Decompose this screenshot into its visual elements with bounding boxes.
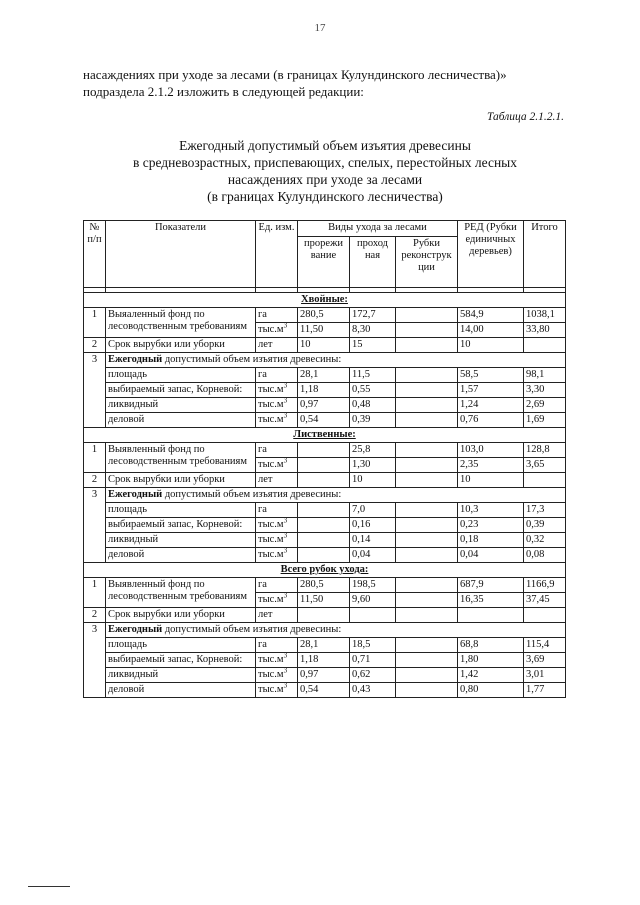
- table-row: [84, 308, 566, 323]
- value-cell: 0,62: [350, 668, 396, 683]
- value-cell: 11,50: [298, 323, 350, 338]
- value-cell: 0,18: [458, 533, 524, 548]
- row-label: деловой: [106, 548, 256, 563]
- value-cell: 280,5: [298, 308, 350, 323]
- header-red: РЕД (Рубки единичных деревьев): [458, 221, 524, 288]
- header-reconstruction: Рубки реконструк ции: [396, 237, 458, 288]
- table-row: [84, 518, 566, 533]
- unit-cell: [256, 638, 298, 653]
- table-row: [84, 368, 566, 383]
- annual-heading: [106, 353, 566, 368]
- section-row: [84, 428, 566, 443]
- footnote-divider: [28, 886, 70, 887]
- value-cell: 0,80: [458, 683, 524, 698]
- value-cell: 0,23: [458, 518, 524, 533]
- value-cell: [524, 608, 566, 623]
- value-cell: [396, 473, 458, 488]
- value-cell: [298, 503, 350, 518]
- value-cell: 2,69: [524, 398, 566, 413]
- value-cell: 28,1: [298, 368, 350, 383]
- title-line-3: насаждениях при уходе за лесами: [227, 172, 423, 187]
- value-cell: 9,60: [350, 593, 396, 608]
- value-cell: 0,43: [350, 683, 396, 698]
- title-line-4: (в границах Кулундинского лесничества): [207, 189, 443, 204]
- header-total: Итого: [524, 221, 566, 288]
- header-row-1: [84, 221, 566, 237]
- row-label: Срок вырубки или уборки: [106, 473, 256, 488]
- row-label: Срок вырубки или уборки: [106, 338, 256, 353]
- unit-cell: [256, 308, 298, 323]
- value-cell: 3,65: [524, 458, 566, 473]
- value-cell: 28,1: [298, 638, 350, 653]
- row-label: площадь: [106, 638, 256, 653]
- row-label: выбираемый запас, Корневой:: [106, 518, 256, 533]
- title-line-2: в средневозрастных, приспевающих, спелых, перестойных лесных: [132, 155, 517, 170]
- unit-text: тыс.м: [258, 684, 284, 695]
- unit-cell: [256, 383, 298, 398]
- value-cell: [396, 548, 458, 563]
- value-cell: 0,76: [458, 413, 524, 428]
- value-cell: [396, 413, 458, 428]
- unit-superscript: 3: [283, 682, 288, 690]
- value-cell: 10: [298, 338, 350, 353]
- table-row: [84, 683, 566, 698]
- row-label: выбираемый запас, Корневой:: [106, 383, 256, 398]
- value-cell: [298, 518, 350, 533]
- annual-heading-bold: Ежегодный: [108, 354, 163, 365]
- row-label: Выявленный фонд по лесоводственным требованиям: [106, 578, 256, 608]
- value-cell: [298, 533, 350, 548]
- intro-text: [83, 66, 583, 100]
- value-cell: 0,97: [298, 398, 350, 413]
- unit-cell: [256, 398, 298, 413]
- row-number: 1: [84, 578, 106, 608]
- value-cell: 1,18: [298, 653, 350, 668]
- value-cell: 0,16: [350, 518, 396, 533]
- value-cell: 0,14: [350, 533, 396, 548]
- value-cell: 0,39: [350, 413, 396, 428]
- unit-superscript: 3: [283, 322, 288, 330]
- annual-heading-rest: допустимый объем изъятия древесины:: [164, 489, 342, 500]
- value-cell: 3,30: [524, 383, 566, 398]
- value-cell: 11,50: [298, 593, 350, 608]
- table-row: [84, 638, 566, 653]
- value-cell: 58,5: [458, 368, 524, 383]
- table-row: [84, 443, 566, 458]
- value-cell: 10: [350, 473, 396, 488]
- value-cell: [396, 308, 458, 323]
- value-cell: 687,9: [458, 578, 524, 593]
- value-cell: 0,32: [524, 533, 566, 548]
- row-number: 2: [84, 473, 106, 488]
- value-cell: 0,48: [350, 398, 396, 413]
- row-label: выбираемый запас, Корневой:: [106, 653, 256, 668]
- unit-cell: [256, 338, 298, 353]
- page-number: 17: [314, 22, 326, 34]
- value-cell: 3,69: [524, 653, 566, 668]
- row-number: 2: [84, 338, 106, 353]
- unit-cell: [256, 458, 298, 473]
- header-care-types: Виды ухода за лесами: [298, 221, 458, 237]
- intro-line-2: подраздела 2.1.2 изложить в следующей редакции:: [83, 84, 364, 99]
- unit-superscript: 3: [283, 667, 288, 675]
- value-cell: 1166,9: [524, 578, 566, 593]
- value-cell: 0,54: [298, 683, 350, 698]
- table-row: [84, 623, 566, 638]
- unit-superscript: 3: [283, 397, 288, 405]
- unit-cell: [256, 533, 298, 548]
- unit-superscript: 3: [283, 652, 288, 660]
- value-cell: 198,5: [350, 578, 396, 593]
- value-cell: 128,8: [524, 443, 566, 458]
- value-cell: [396, 503, 458, 518]
- unit-cell: [256, 653, 298, 668]
- header-indicators: Показатели: [106, 221, 256, 288]
- value-cell: 103,0: [458, 443, 524, 458]
- value-cell: [524, 338, 566, 353]
- value-cell: 7,0: [350, 503, 396, 518]
- value-cell: 1,77: [524, 683, 566, 698]
- value-cell: 1,24: [458, 398, 524, 413]
- table-row: [84, 668, 566, 683]
- value-cell: [396, 638, 458, 653]
- row-label: деловой: [106, 413, 256, 428]
- unit-text: тыс.м: [258, 654, 284, 665]
- section-row: [84, 293, 566, 308]
- value-cell: 98,1: [524, 368, 566, 383]
- value-cell: [396, 383, 458, 398]
- row-label: ликвидный: [106, 668, 256, 683]
- value-cell: 8,30: [350, 323, 396, 338]
- annual-heading-rest: допустимый объем изъятия древесины:: [164, 354, 342, 365]
- table-body: [84, 288, 566, 698]
- unit-text: тыс.м: [258, 399, 284, 410]
- value-cell: [396, 683, 458, 698]
- value-cell: 280,5: [298, 578, 350, 593]
- table-row: [84, 398, 566, 413]
- value-cell: 10,3: [458, 503, 524, 518]
- table-row: [84, 608, 566, 623]
- row-label: ликвидный: [106, 533, 256, 548]
- unit-cell: [256, 608, 298, 623]
- unit-text: лет: [258, 609, 273, 620]
- unit-text: тыс.м: [258, 594, 284, 605]
- value-cell: 2,35: [458, 458, 524, 473]
- unit-text: га: [258, 444, 267, 455]
- felling-volume-table: [83, 220, 566, 698]
- value-cell: 0,71: [350, 653, 396, 668]
- value-cell: 10: [458, 338, 524, 353]
- value-cell: 0,04: [458, 548, 524, 563]
- value-cell: 1,30: [350, 458, 396, 473]
- value-cell: 1,18: [298, 383, 350, 398]
- unit-text: га: [258, 504, 267, 515]
- unit-text: га: [258, 369, 267, 380]
- unit-cell: [256, 443, 298, 458]
- header-num: № п/п: [84, 221, 106, 288]
- table-row: [84, 473, 566, 488]
- table-row: [84, 338, 566, 353]
- value-cell: [396, 368, 458, 383]
- table-row: [84, 653, 566, 668]
- value-cell: [298, 458, 350, 473]
- intro-line-1: насаждениях при уходе за лесами (в границах Кулундинского лесничества)»: [83, 67, 507, 82]
- row-number: 2: [84, 608, 106, 623]
- value-cell: [396, 668, 458, 683]
- table-row: [84, 503, 566, 518]
- row-number: 1: [84, 443, 106, 473]
- unit-text: тыс.м: [258, 534, 284, 545]
- section-title: Лиственные:: [84, 428, 566, 443]
- value-cell: [524, 473, 566, 488]
- unit-text: лет: [258, 474, 273, 485]
- value-cell: 14,00: [458, 323, 524, 338]
- unit-text: тыс.м: [258, 384, 284, 395]
- value-cell: 584,9: [458, 308, 524, 323]
- value-cell: 1,69: [524, 413, 566, 428]
- annual-heading-bold: Ежегодный: [108, 624, 163, 635]
- value-cell: 0,55: [350, 383, 396, 398]
- table-title: [70, 137, 580, 205]
- value-cell: [298, 473, 350, 488]
- value-cell: [396, 518, 458, 533]
- value-cell: 33,80: [524, 323, 566, 338]
- value-cell: 1,57: [458, 383, 524, 398]
- value-cell: [396, 533, 458, 548]
- row-number: 3: [84, 353, 106, 428]
- row-label: Выяаленный фонд по лесоводственным требованиям: [106, 308, 256, 338]
- value-cell: 37,45: [524, 593, 566, 608]
- unit-superscript: 3: [283, 592, 288, 600]
- value-cell: [298, 548, 350, 563]
- annual-heading-bold: Ежегодный: [108, 489, 163, 500]
- unit-superscript: 3: [283, 547, 288, 555]
- unit-cell: [256, 593, 298, 608]
- value-cell: [298, 608, 350, 623]
- value-cell: 0,54: [298, 413, 350, 428]
- value-cell: [396, 608, 458, 623]
- annual-heading: [106, 623, 566, 638]
- unit-cell: [256, 413, 298, 428]
- value-cell: [396, 578, 458, 593]
- value-cell: 115,4: [524, 638, 566, 653]
- unit-text: тыс.м: [258, 549, 284, 560]
- annual-heading: [106, 488, 566, 503]
- row-number: 3: [84, 623, 106, 698]
- unit-text: тыс.м: [258, 459, 284, 470]
- value-cell: 10: [458, 473, 524, 488]
- value-cell: 0,97: [298, 668, 350, 683]
- value-cell: [458, 608, 524, 623]
- unit-cell: [256, 323, 298, 338]
- row-label: деловой: [106, 683, 256, 698]
- unit-cell: [256, 473, 298, 488]
- value-cell: 1038,1: [524, 308, 566, 323]
- section-title: Всего рубок ухода:: [84, 563, 566, 578]
- value-cell: 0,39: [524, 518, 566, 533]
- unit-superscript: 3: [283, 382, 288, 390]
- unit-cell: [256, 368, 298, 383]
- value-cell: 3,01: [524, 668, 566, 683]
- unit-cell: [256, 518, 298, 533]
- row-label: Выявленный фонд по лесоводственным требованиям: [106, 443, 256, 473]
- value-cell: [396, 653, 458, 668]
- unit-cell: [256, 548, 298, 563]
- row-number: 3: [84, 488, 106, 563]
- table-row: [84, 578, 566, 593]
- row-label: площадь: [106, 503, 256, 518]
- title-line-1: Ежегодный допустимый объем изъятия древесины: [179, 138, 471, 153]
- unit-text: лет: [258, 339, 273, 350]
- header-thinning: прорежи вание: [298, 237, 350, 288]
- value-cell: 11,5: [350, 368, 396, 383]
- table-row: [84, 488, 566, 503]
- unit-cell: [256, 503, 298, 518]
- header-unit: Ед. изм.: [256, 221, 298, 288]
- unit-text: тыс.м: [258, 669, 284, 680]
- table-row: [84, 548, 566, 563]
- unit-cell: [256, 668, 298, 683]
- unit-cell: [256, 578, 298, 593]
- section-row: [84, 563, 566, 578]
- table-row: [84, 413, 566, 428]
- unit-text: га: [258, 579, 267, 590]
- value-cell: [396, 323, 458, 338]
- unit-text: тыс.м: [258, 324, 284, 335]
- value-cell: [298, 443, 350, 458]
- value-cell: 0,08: [524, 548, 566, 563]
- unit-superscript: 3: [283, 532, 288, 540]
- value-cell: 15: [350, 338, 396, 353]
- unit-text: тыс.м: [258, 519, 284, 530]
- table-row: [84, 533, 566, 548]
- row-label: Срок вырубки или уборки: [106, 608, 256, 623]
- header-pass: проход ная: [350, 237, 396, 288]
- value-cell: [396, 338, 458, 353]
- value-cell: 18,5: [350, 638, 396, 653]
- annual-heading-rest: допустимый объем изъятия древесины:: [164, 624, 342, 635]
- value-cell: 68,8: [458, 638, 524, 653]
- table-row: [84, 353, 566, 368]
- value-cell: [396, 398, 458, 413]
- table-row: [84, 383, 566, 398]
- unit-cell: [256, 683, 298, 698]
- unit-superscript: 3: [283, 457, 288, 465]
- value-cell: 1,80: [458, 653, 524, 668]
- value-cell: 17,3: [524, 503, 566, 518]
- value-cell: [396, 458, 458, 473]
- row-number: 1: [84, 308, 106, 338]
- value-cell: [350, 608, 396, 623]
- value-cell: [396, 593, 458, 608]
- value-cell: [396, 443, 458, 458]
- value-cell: 25,8: [350, 443, 396, 458]
- unit-text: га: [258, 639, 267, 650]
- value-cell: 1,42: [458, 668, 524, 683]
- unit-text: га: [258, 309, 267, 320]
- section-title: Хвойные:: [84, 293, 566, 308]
- unit-superscript: 3: [283, 517, 288, 525]
- row-label: площадь: [106, 368, 256, 383]
- table-label: Таблица 2.1.2.1.: [486, 111, 564, 123]
- value-cell: 0,04: [350, 548, 396, 563]
- value-cell: 16,35: [458, 593, 524, 608]
- row-label: ликвидный: [106, 398, 256, 413]
- unit-text: тыс.м: [258, 414, 284, 425]
- value-cell: 172,7: [350, 308, 396, 323]
- unit-superscript: 3: [283, 412, 288, 420]
